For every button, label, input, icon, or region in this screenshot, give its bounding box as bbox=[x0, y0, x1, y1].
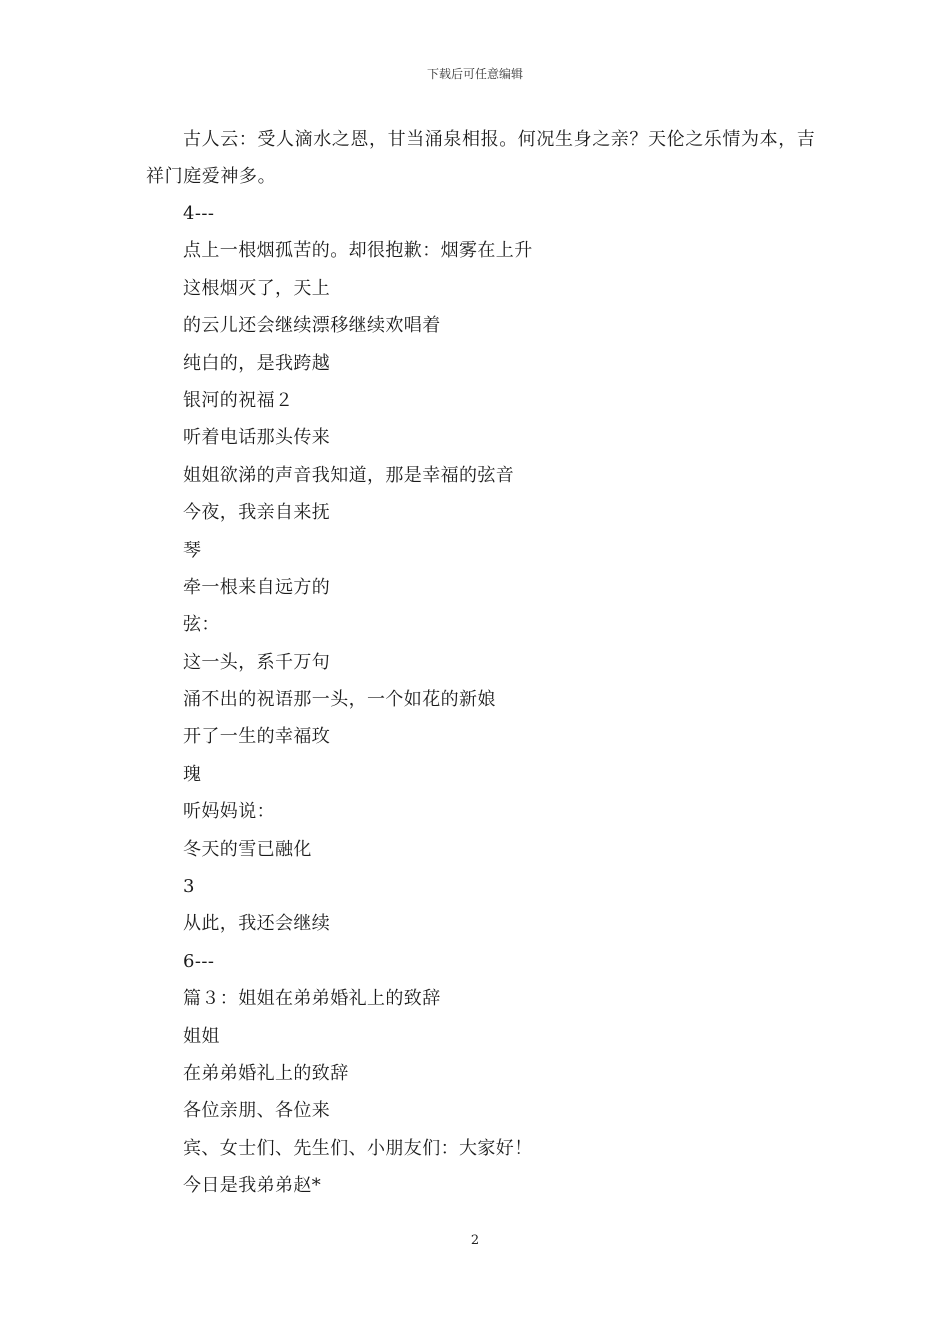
text-line: 琴 bbox=[183, 539, 202, 561]
text-line: 各位亲朋、各位来 bbox=[183, 1100, 331, 1122]
text-line: 3 bbox=[183, 876, 195, 898]
text-line: 宾、女士们、先生们、小朋友们：大家好！ bbox=[183, 1137, 533, 1159]
text-line: 点上一根烟孤苦的。却很抱歉：烟雾在上升 bbox=[183, 240, 533, 262]
page-number: 2 bbox=[470, 1233, 480, 1248]
text-line: 银河的祝福２ bbox=[183, 389, 294, 411]
text-line: 今夜，我亲自来抚 bbox=[183, 502, 331, 524]
document-body bbox=[146, 121, 826, 1205]
text-line: 今日是我弟弟赵* bbox=[183, 1175, 322, 1197]
text-line: 4--- bbox=[183, 203, 215, 224]
text-line: 从此，我还会继续 bbox=[183, 913, 331, 935]
text-line: 6--- bbox=[183, 950, 215, 972]
text-line: 听着电话那头传来 bbox=[183, 427, 331, 449]
text-line: 纯白的，是我跨越 bbox=[183, 352, 331, 374]
text-line: 姐姐欲涕的声音我知道，那是幸福的弦音 bbox=[183, 464, 515, 486]
text-line: 涌不出的祝语那一头，一个如花的新娘 bbox=[183, 689, 496, 711]
text-line: 瑰 bbox=[183, 763, 202, 785]
text-line: 冬天的雪已融化 bbox=[183, 838, 312, 860]
text-line: 弦： bbox=[183, 614, 220, 636]
text-line: 这一头，系千万句 bbox=[183, 651, 331, 673]
text-line: 的云儿还会继续漂移继续欢唱着 bbox=[183, 315, 441, 337]
first-paragraph: 古人云：受人滴水之恩，甘当涌泉相报。何况生身之亲？天伦之乐情为本，吉祥门庭爱神多。 bbox=[146, 129, 816, 187]
text-line: 牵一根来自远方的 bbox=[183, 576, 331, 598]
text-line: 听妈妈说： bbox=[183, 801, 275, 823]
text-line: 篇３：姐姐在弟弟婚礼上的致辞 bbox=[183, 988, 441, 1010]
text-line: 姐姐 bbox=[183, 1025, 220, 1047]
page-header: 下载后可任意编辑 bbox=[426, 67, 523, 81]
text-line: 这根烟灭了，天上 bbox=[183, 277, 331, 299]
text-line: 开了一生的幸福玫 bbox=[183, 726, 331, 748]
text-line: 在弟弟婚礼上的致辞 bbox=[183, 1062, 349, 1084]
